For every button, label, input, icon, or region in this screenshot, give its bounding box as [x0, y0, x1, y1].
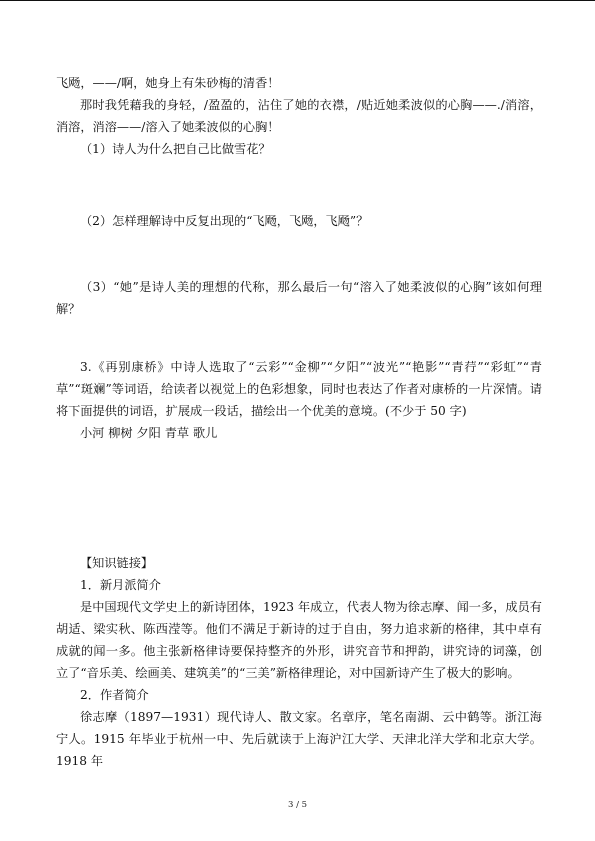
section-1-title: 1．新月派简介 — [80, 578, 161, 592]
knowledge-heading: 【知识链接】 — [80, 556, 154, 570]
answer-space-1 — [56, 160, 542, 210]
exercise-3-words: 小河 柳树 夕阳 青草 歌儿 — [80, 426, 218, 440]
answer-space-3 — [56, 320, 542, 356]
poem-line-1: 飞飏，——/啊，她身上有朱砂梅的清香！ — [56, 76, 280, 90]
question-1: （1）诗人为什么把自己比做雪花？ — [80, 142, 271, 156]
section-2-text: 徐志摩（1897—1931）现代诗人、散文家。名章序，笔名南湖、云中鹤等。浙江海宁人。1915 年毕业于杭州一中、先后就读于上海沪江大学、天津北洋大学和北京大学。1918 年 — [56, 710, 542, 768]
question-2: （2）怎样理解诗中反复出现的“飞飏，飞飏，飞飏”？ — [80, 214, 369, 228]
answer-space-exercise-3 — [56, 444, 542, 552]
question-3: （3）“她”是诗人美的理想的代称，那么最后一句“溶入了她柔波似的心胸”该如何理解？ — [56, 280, 542, 316]
poem-line-2: 那时我凭藉我的身轻，/盈盈的，沾住了她的衣襟，/贴近她柔波似的心胸——./消溶，消溶，消溶——/溶入了她柔波似的心胸！ — [56, 98, 542, 134]
page-number: 3 / 5 — [287, 800, 308, 810]
answer-space-2 — [56, 232, 542, 276]
page-content — [56, 72, 542, 772]
page-top-rule — [0, 0, 595, 1]
section-2-title: 2．作者简介 — [80, 688, 149, 702]
exercise-3-text: 3.《再别康桥》中诗人选取了“云彩”“金柳”“夕阳”“波光”“艳影”“青荇”“彩虹”“青草”“斑斓”等词语，给读者以视觉上的色彩想象，同时也表达了作者对康桥的一片深情。请将下面提供的词语，扩展成一段话，描绘出一个优美的意境。(不少于 50 字) — [56, 360, 542, 418]
section-1-text: 是中国现代文学史上的新诗团体，1923 年成立，代表人物为徐志摩、闻一多，成员有胡适、梁实秋、陈西滢等。他们不满足于新诗的过于自由，努力追求新的格律，其中卓有成就的闻一多。他主张新格律诗要保持整齐的外形，讲究音节和押韵，讲究诗的词藻，创立了“音乐美、绘画美、建筑美”的“三美”新格律理论，对中国新诗产生了极大的影响。 — [56, 600, 542, 680]
